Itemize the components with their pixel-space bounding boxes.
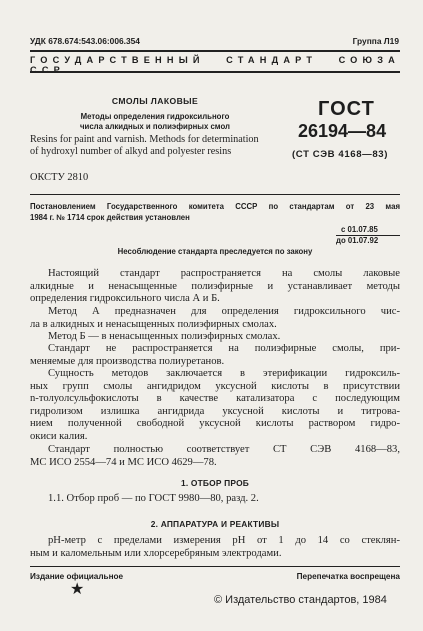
publisher-copyright: © Издательство стандартов, 1984 <box>214 594 387 606</box>
validity-to: до 01.07.92 <box>336 236 379 245</box>
title-english-line2: of hydroxyl number of alkyd and polyester resins <box>30 146 232 157</box>
section-2-text: рН-метр с пределами измерения pH от 1 до 14 со стеклян- ным и каломельным или хлорсеребряным электродами. <box>30 535 400 559</box>
group-code: Группа Л19 <box>352 36 399 46</box>
intro-paragraph-2: Метод А предназначен для определения гидроксильного чис- ла в алкидных и ненасыщенных полиэфирных смолах. <box>30 306 400 330</box>
title-subtitle-line1: Методы определения гидроксильного <box>80 112 230 121</box>
decree-line1: Постановлением Государственного комитета СССР по стандартам от 23 мая <box>30 202 400 211</box>
sev-reference: (СТ СЭВ 4168—83) <box>292 149 389 160</box>
title-subtitle-line2: числа алкидных и полиэфирных смол <box>80 122 230 131</box>
intro-paragraph-5: Сущность методов заключается в этерификации гидроксиль- ных групп смолы ангидридом уксусной кислоты в присутствии n-толуолсульфокислоты в качестве катализатора с последующим гидролизом излишка ангидрида уксусной кислоты и титрова- нием полученной свободной уксусной кислоты раствором гидро- окиси калия. <box>30 368 400 442</box>
gost-label: ГОСТ <box>318 98 375 120</box>
official-edition: Издание официальное <box>30 572 124 581</box>
section-1-heading: 1. ОТБОР ПРОБ <box>180 478 250 488</box>
reprint-prohibited: Перепечатка воспрещена <box>296 572 400 581</box>
state-standard-banner: ГОСУДАРСТВЕННЫЙ СТАНДАРТ СОЮЗА ССР <box>30 55 400 75</box>
okstu-code: ОКСТУ 2810 <box>30 172 89 183</box>
gost-number: 26194—84 <box>298 121 387 141</box>
intro-paragraph-6: Стандарт полностью соответствует СТ СЭВ 4168—83, МС ИСО 2554—74 и МС ИСО 4629—78. <box>30 444 400 468</box>
intro-paragraph-1: Настоящий стандарт распространяется на смолы лаковые алкидные и ненасыщенные полиэфирные и устанавливает методы определения гидроксильного числа А и Б. <box>30 268 400 305</box>
header-rule-top <box>30 50 400 52</box>
decree-rule <box>30 194 400 195</box>
standard-title: СМОЛЫ ЛАКОВЫЕ <box>111 96 199 106</box>
legal-warning: Несоблюдение стандарта преследуется по закону <box>117 247 313 256</box>
udk-code: УДК 678.674:543.06:006.354 <box>30 36 140 46</box>
validity-from: с 01.07.85 <box>341 225 378 234</box>
star-icon: ★ <box>70 581 85 598</box>
intro-paragraph-3: Метод Б — в ненасыщенных полиэфирных смолах. <box>48 331 281 342</box>
intro-paragraph-4: Стандарт не распространяется на полиэфирные смолы, при- меняемые для производства полиуретанов. <box>30 343 400 367</box>
decree-line2: 1984 г. № 1714 срок действия установлен <box>30 213 190 222</box>
title-english-line1: Resins for paint and varnish. Methods for determination <box>30 134 259 145</box>
section-2-heading: 2. АППАРАТУРА И РЕАКТИВЫ <box>150 519 280 529</box>
header-rule-bottom <box>30 71 400 73</box>
section-1-text: 1.1. Отбор проб — по ГОСТ 9980—80, разд. 2. <box>48 493 259 504</box>
footer-rule <box>30 566 400 567</box>
